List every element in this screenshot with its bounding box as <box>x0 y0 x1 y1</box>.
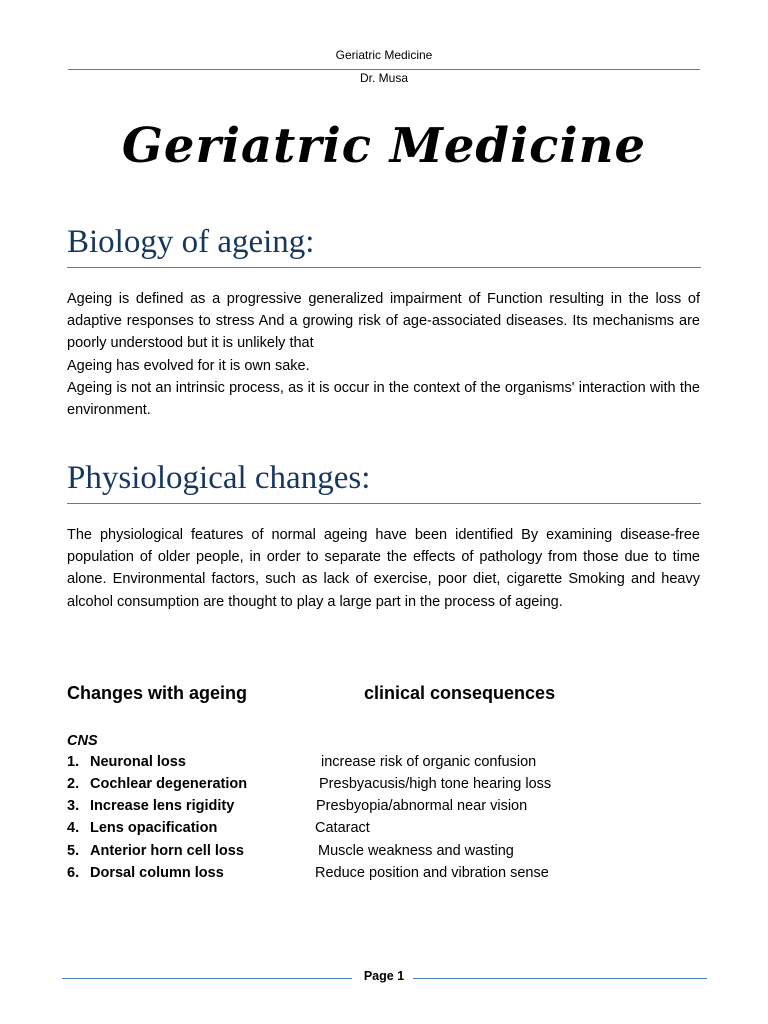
list-item <box>67 843 707 865</box>
item-consequence: Muscle weakness and wasting <box>318 843 514 859</box>
item-change: Increase lens rigidity <box>90 798 235 814</box>
running-header-title: Geriatric Medicine <box>335 48 433 62</box>
column-header-changes: Changes with ageing <box>67 683 248 703</box>
item-consequence: Cataract <box>315 820 370 836</box>
item-number: 2. <box>67 776 80 792</box>
section-body-biology <box>67 288 700 421</box>
column-header-consequences: clinical consequences <box>364 683 556 703</box>
list-item <box>67 776 707 798</box>
item-change: Dorsal column loss <box>90 865 224 881</box>
list-item <box>67 754 707 776</box>
list-item <box>67 820 707 842</box>
item-change: Lens opacification <box>90 820 218 836</box>
section-body-physiological <box>67 524 700 613</box>
list-item <box>67 798 707 820</box>
list-item <box>67 865 707 887</box>
page-number: Page 1 <box>363 969 405 983</box>
header-rule <box>68 69 700 70</box>
paragraph: Ageing has evolved for it is own sake. <box>67 357 310 374</box>
item-consequence: Reduce position and vibration sense <box>315 865 549 881</box>
paragraph: Ageing is defined as a progressive generalized impairment of Function resulting in the loss of adaptive responses to stress And a growing risk of age-associated diseases. Its mechanisms are poorly understood but it is unlikely that <box>67 291 700 352</box>
item-number: 5. <box>67 843 80 859</box>
paragraph: The physiological features of normal ageing have been identified By examining disease-free population of older people, in order to separate the effects of pathology from those due to time alone. Environmental factors, such as lack of exercise, poor diet, cigarette Smoking and heavy alcohol consumption are thought to play a large part in the process of ageing. <box>67 527 700 610</box>
group-label-cns: CNS <box>67 733 98 749</box>
section-heading-physiological: Physiological changes: <box>67 460 371 496</box>
item-number: 1. <box>67 754 80 770</box>
section-rule-physiological <box>67 503 701 504</box>
running-header-author: Dr. Musa <box>359 71 409 85</box>
item-consequence: Presbyacusis/high tone hearing loss <box>319 776 552 792</box>
item-change: Anterior horn cell loss <box>90 843 244 859</box>
document-title: Geriatric Medicine <box>121 118 647 174</box>
section-rule-biology <box>67 267 701 268</box>
paragraph: Ageing is not an intrinsic process, as it is occur in the context of the organisms' interaction with the environment. <box>67 379 700 419</box>
item-number: 3. <box>67 798 80 814</box>
section-heading-biology: Biology of ageing: <box>67 224 315 260</box>
item-number: 4. <box>67 820 80 836</box>
item-consequence: Presbyopia/abnormal near vision <box>316 798 528 814</box>
item-number: 6. <box>67 865 80 881</box>
footer-rule-right <box>413 978 707 979</box>
item-change: Cochlear degeneration <box>90 776 248 792</box>
footer-rule-left <box>62 978 352 979</box>
item-consequence: increase risk of organic confusion <box>321 754 537 770</box>
item-change: Neuronal loss <box>90 754 186 770</box>
